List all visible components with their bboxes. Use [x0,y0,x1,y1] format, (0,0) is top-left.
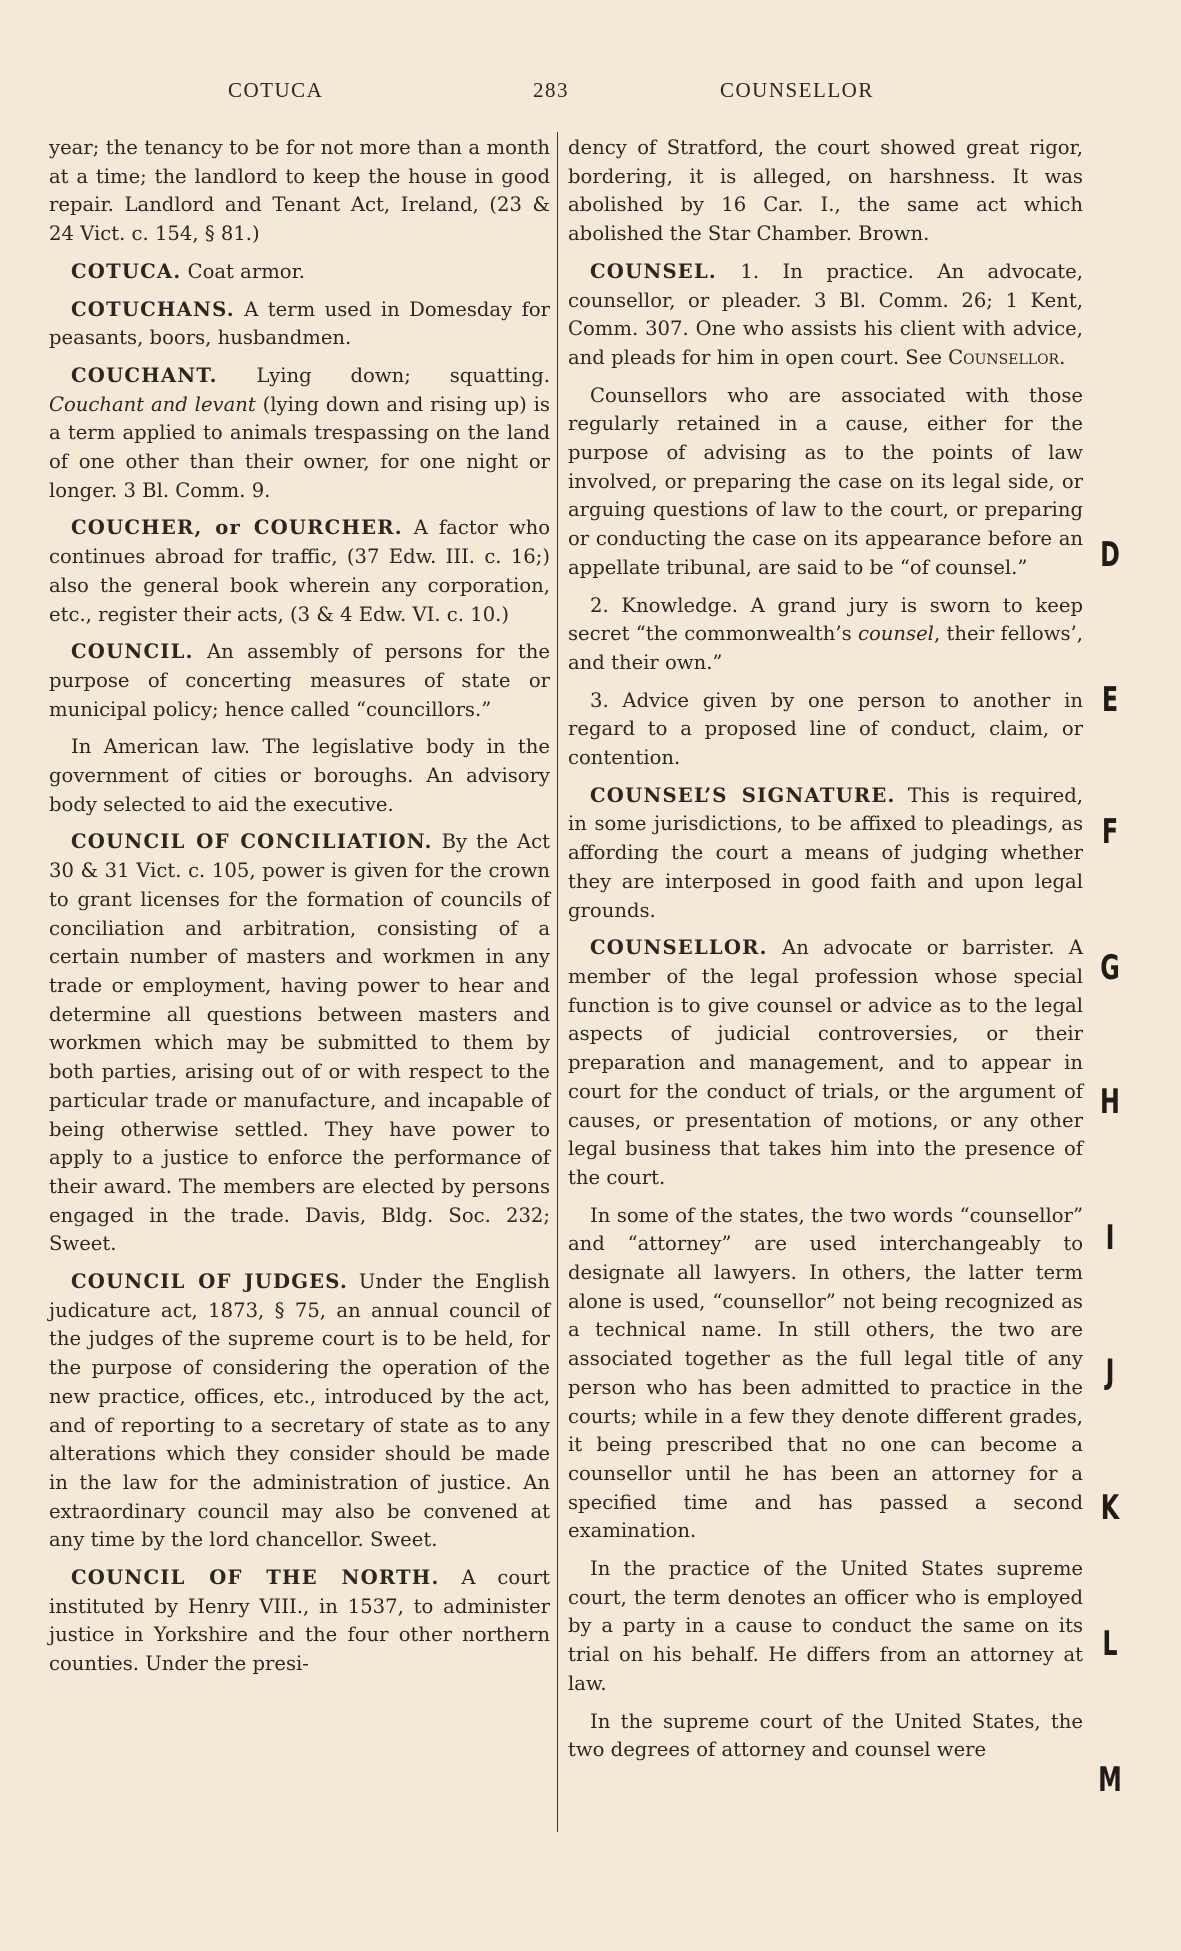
entry-italic-phrase: Couchant and levant [49,392,256,416]
entry-definition-cont: (lying down and rising up) is a term applied to animals trespassing on the land of one other than their owner, for one night or longer. 3 Bl. Comm. 9. [49,392,550,502]
entry-definition: A factor who continues abroad for traffic, (37 Edw. III. c. 16;) also the general book wherein any corporation, etc., register their acts, (3 & 4 Edw. VI. c. 10.) [49,516,551,626]
right-column [568,134,1083,1774]
entry-definition: This is required, in some jurisdictions, to be affixed to pleadings, as affording the court a means of judging whether they are interposed in good faith and upon legal grounds. [568,783,1083,922]
page-number: 283 [533,78,569,102]
entry-couchant [49,362,550,506]
entry-paragraph: In the supreme court of the United States, the two degrees of attorney and counsel were [568,1709,1083,1762]
cross-reference: Counsellor [948,345,1060,369]
thumb-index-letter[interactable]: J [1105,1352,1115,1392]
left-column [49,134,550,1688]
entry-definition: A court instituted by Henry VIII., in 1537, to administer justice in Yorkshire and the four other northern counties. Under the presi- [49,1566,550,1676]
header-right-guide-word: COUNSELLOR [720,78,874,102]
entry-definition: A term used in Domesday for peasants, boors, husbandmen. [49,297,550,350]
entry-definition: By the Act 30 & 31 Vict. c. 105, power is given for the crown to grant licenses for the formation of councils of conciliation and arbitration, consisting of a certain number of masters and workmen in any trade or employment, having power to hear and determine all questions between masters and workmen which may be submitted to them by both parties, arising out of or with respect to the particular trade or manufacture, and incapable of being otherwise settled. They have power to apply to a justice to enforce the performance of their award. The members are elected by persons engaged in the trade. Davis, Bldg. Soc. 232; Sweet. [49,830,550,1256]
entry-term: COUNCIL OF THE NORTH. [71,1566,440,1590]
entry-term: COUNSEL’S SIGNATURE. [590,783,896,807]
entry-definition: An advocate or barrister. A member of the legal profession whose special function is to give counsel or advice as to the legal aspects of judicial controversies, or their preparation and management, and to appear in court for the conduct of trials, or the argument of causes, or presentation of motions, or any other legal business that takes him into the presence of the court. [568,936,1083,1189]
entry-term: COUNCIL OF JUDGES. [71,1270,348,1294]
entry-council-of-the-north [49,1564,550,1679]
entry-paragraph: In American law. The legislative body in the government of cities or boroughs. An advisory body selected to aid the executive. [49,735,550,816]
entry-definition: An assembly of persons for the purpose of concerting measures of state or municipal policy; hence called “councillors.” [49,640,550,721]
entry-paragraph: In some of the states, the two words “counsellor” and “attorney” are used interchangeably to designate all lawyers. In others, the latter term alone is used, “counsellor” not being recognized as a technical name. In still others, the two are associated together as the full legal title of any person who has been admitted to practice in the courts; while in a few they denote different grades, it being prescribed that no one can become a counsellor until he has been an attorney for a specified time and has passed a second examination. [568,1203,1083,1543]
entry-council [49,638,550,724]
thumb-index-letter[interactable]: G [1100,948,1120,988]
thumb-index-letter[interactable]: L [1102,1624,1118,1664]
entry-counsels-signature [568,782,1083,926]
entry-continuation: year; the tenancy to be for not more than a month at a time; the landlord to keep the house in good repair. Landlord and Tenant Act, Ireland, (23 & 24 Vict. c. 154, § 81.) [49,136,550,246]
running-head [0,78,1181,108]
entry-term: COUNCIL OF CONCILIATION. [71,830,433,854]
thumb-index-letter[interactable]: D [1100,535,1120,575]
column-divider [557,132,558,1832]
entry-term: COTUCHANS. [71,297,235,321]
thumb-index-letter[interactable]: M [1098,1760,1122,1800]
entry-italic-phrase: counsel [858,622,934,646]
entry-paragraph: 3. Advice given by one person to another in regard to a proposed line of conduct, claim, or contention. [568,688,1083,770]
thumb-index-letter[interactable]: I [1105,1218,1115,1258]
entry-definition: Lying down; squatting. [217,363,550,387]
entry-term: COUCHANT. [71,363,218,387]
entry-definition: Coat armor. [181,259,306,283]
entry-term: COUNSEL. [590,259,717,283]
entry-council-of-conciliation [49,828,550,1259]
entry-continuation: dency of Stratford, the court showed great rigor, bordering, it is alleged, on harshness. It was abolished by 16 Car. I., the same act which abolished the Star Chamber. Brown. [568,136,1083,246]
entry-definition: Under the English judicature act, 1873, § 75, an annual council of the judges of the supreme court is to be held, for the purpose of considering the operation of the new practice, offices, etc., introduced by the act, and of reporting to a secretary of state as to any alterations which they consider should be made in the law for the administration of justice. An extraordinary council may also be convened at any time by the lord chancellor. Sweet. [49,1270,550,1552]
entry-definition-cont: . [1059,345,1066,369]
entry-term: COUNCIL. [71,640,194,664]
entry-paragraph: In the practice of the United States supreme court, the term denotes an officer who is employed by a party in a cause to conduct the same on its trial on his behalf. He differs from an attorney at law. [568,1557,1083,1695]
entry-council-of-judges [49,1268,550,1555]
entry-cotuca [49,258,550,287]
thumb-index-letter[interactable]: H [1100,1082,1120,1122]
entry-definition: 1. In practice. An advocate, counsellor, or pleader. 3 Bl. Comm. 26; 1 Kent, Comm. 307. One who assists his client with advice, and pleads for him in open court. See [568,259,1083,369]
thumb-index [1085,0,1155,1951]
entry-coucher [49,514,550,629]
thumb-index-letter[interactable]: F [1101,812,1119,852]
entry-counsel [568,258,1083,373]
header-left-guide-word: COTUCA [228,78,324,102]
thumb-index-letter[interactable]: K [1100,1488,1120,1528]
entry-counsellor [568,934,1083,1192]
entry-term: COUNSELLOR. [590,936,768,960]
entry-cotuchans [49,296,550,353]
entry-term: COTUCA. [71,259,182,283]
entry-paragraph: Counsellors who are associated with those regularly retained in a cause, either for the purpose of advising as to the points of law involved, or preparing the case on its legal side, or arguing questions of law to the court, or preparing or conducting the case on its appearance before an appellate tribunal, are said to be “of counsel.” [568,383,1083,579]
thumb-index-letter[interactable]: E [1101,680,1119,720]
entry-paragraph: 2. Knowledge. A grand jury is sworn to keep secret “the commonwealth’s counsel, their fellows’, and their own.” [568,593,1084,674]
entry-term: COUCHER, or COURCHER. [71,516,403,540]
